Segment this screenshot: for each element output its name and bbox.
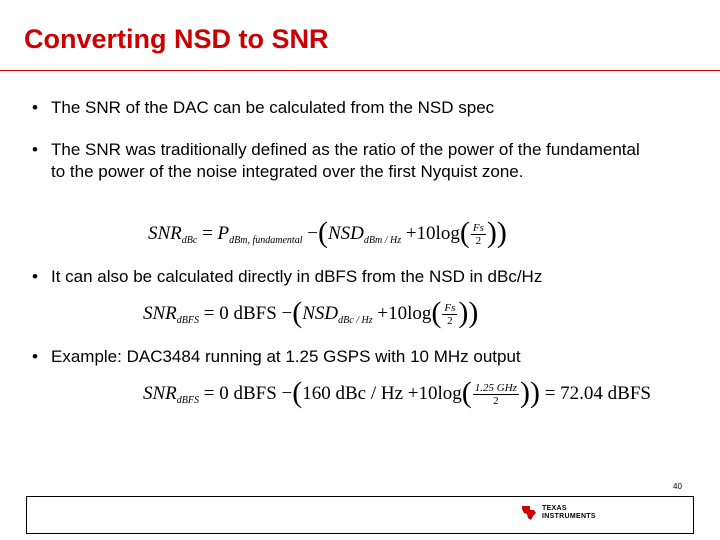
bullet-dot: • bbox=[32, 267, 38, 286]
eq-frac-den: 2 bbox=[475, 235, 482, 248]
eq-frac-den: 2 bbox=[447, 315, 453, 328]
eq-operator: − bbox=[307, 223, 318, 244]
eq-subscript: dBFS bbox=[176, 395, 199, 406]
eq-term: SNR bbox=[148, 223, 182, 244]
bullet-item-3 bbox=[32, 266, 672, 288]
eq-paren: ( bbox=[459, 216, 470, 249]
eq-operator: +10log bbox=[377, 303, 432, 324]
eq-frac-num: Fs bbox=[444, 302, 456, 315]
bullet-item-1 bbox=[32, 97, 672, 119]
eq-paren: ( bbox=[431, 296, 442, 329]
bullet-text: The SNR of the DAC can be calculated from the NSD spec bbox=[51, 98, 495, 117]
eq-paren: ( bbox=[317, 216, 328, 249]
ti-state-icon bbox=[520, 504, 538, 522]
eq-operator: − bbox=[281, 383, 293, 404]
eq-term: SNR bbox=[143, 383, 177, 404]
eq-result: = 72.04 dBFS bbox=[544, 383, 651, 404]
bullet-item-2 bbox=[32, 139, 672, 183]
eq-operator: +10log bbox=[405, 223, 460, 244]
eq-fraction bbox=[442, 302, 457, 327]
bullet-item-4 bbox=[32, 346, 672, 368]
eq-frac-den: 2 bbox=[493, 395, 499, 408]
title-divider bbox=[0, 70, 720, 71]
eq-fraction bbox=[471, 222, 486, 247]
bullet-text: It can also be calculated directly in dBFS from the NSD in dBc/Hz bbox=[51, 267, 543, 286]
eq-term: 160 dBc / Hz bbox=[302, 383, 404, 404]
ti-logo bbox=[520, 504, 596, 522]
eq-paren: )) bbox=[519, 376, 540, 409]
equation-example bbox=[143, 376, 651, 410]
eq-subscript: dBc / Hz bbox=[338, 315, 373, 326]
eq-subscript: dBc bbox=[181, 235, 198, 246]
page-number: 40 bbox=[673, 482, 682, 491]
eq-term: SNR bbox=[143, 303, 177, 324]
equation-snr-dbfs bbox=[143, 296, 478, 330]
eq-paren: ( bbox=[292, 296, 303, 329]
eq-paren: ( bbox=[461, 376, 472, 409]
eq-frac-num: Fs bbox=[472, 222, 484, 235]
eq-fraction bbox=[473, 382, 519, 407]
eq-subscript: dBFS bbox=[176, 315, 199, 326]
eq-paren: ( bbox=[292, 376, 303, 409]
bullet-dot: • bbox=[32, 140, 38, 159]
bullet-dot: • bbox=[32, 347, 38, 366]
bullet-dot: • bbox=[32, 98, 38, 117]
eq-operator: = 0 dBFS bbox=[203, 383, 277, 404]
eq-subscript: dBm / Hz bbox=[363, 235, 402, 246]
bullet-text: Example: DAC3484 running at 1.25 GSPS with 10 MHz output bbox=[51, 347, 521, 366]
eq-term: NSD bbox=[302, 303, 339, 324]
eq-paren: )) bbox=[486, 216, 507, 249]
ti-logo-line2: INSTRUMENTS bbox=[542, 513, 596, 520]
ti-logo-text bbox=[542, 505, 596, 521]
eq-term: NSD bbox=[327, 223, 364, 244]
slide-title: Converting NSD to SNR bbox=[24, 24, 329, 54]
bullet-text: The SNR was traditionally defined as the ratio of the power of the fundamental to the power of the noise integrated over the first Nyquist zone. bbox=[51, 140, 640, 181]
eq-operator: = bbox=[202, 223, 213, 244]
eq-subscript: dBm, fundamental bbox=[229, 235, 303, 246]
equation-snr-dbc bbox=[148, 216, 507, 250]
eq-paren: )) bbox=[458, 296, 479, 329]
eq-operator: = 0 dBFS bbox=[203, 303, 277, 324]
eq-term: P bbox=[217, 223, 230, 244]
eq-frac-num: 1.25 GHz bbox=[474, 382, 517, 395]
eq-operator: +10log bbox=[407, 383, 462, 404]
ti-logo-line1: TEXAS bbox=[542, 505, 567, 512]
eq-operator: − bbox=[281, 303, 293, 324]
